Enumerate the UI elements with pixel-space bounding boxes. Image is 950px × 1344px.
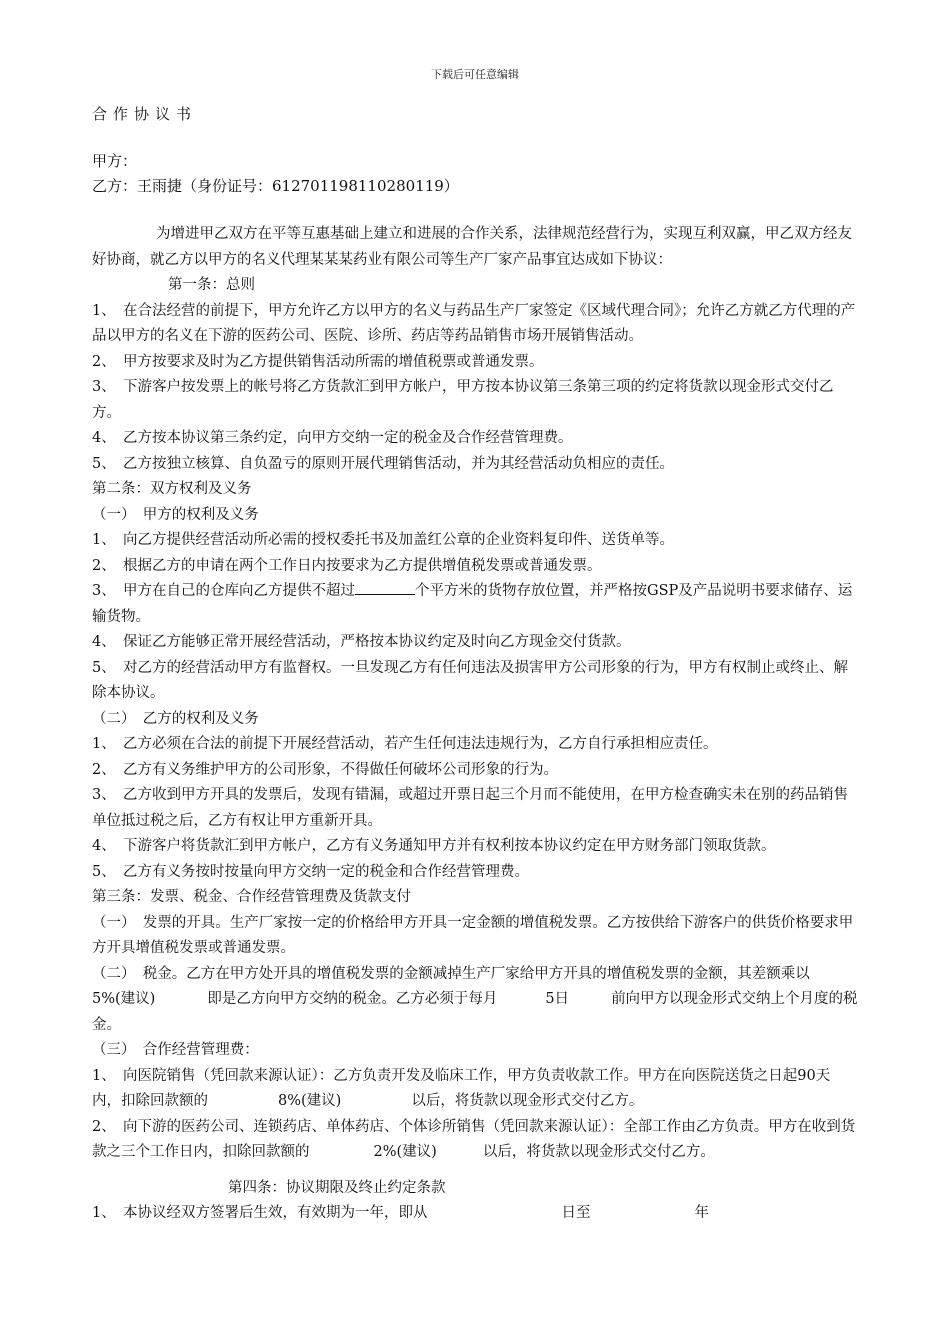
hospital-fee-rate: 8%(建议)	[278, 1093, 342, 1109]
tax-rate: 5%(建议)	[92, 991, 156, 1007]
item32-text-b: 以后，将货款以现金形式交付乙方。	[482, 1144, 715, 1160]
item2-text-a: （二） 税金。乙方在甲方处开具的增值税发票的金额减掉生产厂家给甲方开具的增值税发票的金额，其差额乘以	[92, 965, 810, 982]
article1-item: 1、 在合法经营的前提下，甲方允许乙方以甲方的名义与药品生产厂家签定《区域代理合同》；允许乙方就乙方代理的产品以甲方的名义在下游的医药公司、医院、诊所、药店等药品销售市场开展销售活动。	[92, 302, 856, 344]
article2-sub1-item: 5、 对乙方的经营活动甲方有监督权。一旦发现乙方有任何违法及损害甲方公司形象的行为，甲方有权制止或终止、解除本协议。	[92, 659, 848, 701]
article3-item-3-heading: （三） 合作经营管理费：	[92, 1042, 259, 1058]
article2-sub2-item: 2、 乙方有义务维护甲方的公司形象，不得做任何破坏公司形象的行为。	[92, 761, 558, 778]
article2-sub1-heading: （一） 甲方的权利及义务	[92, 506, 259, 523]
article4-item-1	[92, 1201, 858, 1227]
article3-item-3-1	[92, 1064, 858, 1115]
article3-item-1: （一） 发票的开具。生产厂家按一定的价格给甲方开具一定金额的增值税发票。乙方按供给下游客户的供货价格要求甲方开具增值税发票或普通发票。	[92, 914, 854, 956]
distributor-fee-rate: 2%(建议)	[373, 1144, 437, 1160]
article3-item-2	[92, 962, 858, 1039]
header-note: 下载后可任意编辑	[431, 68, 519, 81]
party-b-line: 乙方：王雨捷（身份证号：612701198110280119）	[92, 177, 459, 195]
article1-item: 5、 乙方按独立核算、自负盈亏的原则开展代理销售活动，并为其经营活动负相应的责任。	[92, 455, 674, 472]
item41-text-b: 日至	[561, 1205, 591, 1221]
party-a-line: 甲方：	[92, 152, 138, 170]
article4-heading: 第四条：协议期限及终止约定条款	[228, 1179, 446, 1196]
article2-sub1-item: 4、 保证乙方能够正常开展经营活动，严格按本协议约定及时向乙方现金交付货款。	[92, 634, 631, 650]
document-title: 合作协议书	[92, 105, 198, 123]
blank-fill-line	[355, 580, 415, 595]
item31-text-b: 以后，将货款以现金形式交付乙方。	[411, 1093, 644, 1109]
article2-sub2-item: 1、 乙方必须在合法的前提下开展经营活动，若产生任何违法违规行为，乙方自行承担相应责任。	[92, 736, 718, 752]
article1-item: 4、 乙方按本协议第三条约定，向甲方交纳一定的税金及合作经营管理费。	[92, 430, 573, 446]
item3-text-b: 个平方米的货物存放位置，并严格按GSP及产品说明书要求储存、运输货物。	[92, 583, 853, 625]
item2-text-c: 前向甲方以现金形式交纳上个月度的税金。	[92, 991, 858, 1033]
item41-text-a: 1、 本协议经双方签署后生效，有效期为一年，即从	[92, 1205, 428, 1221]
item31-text-a: 1、 向医院销售（凭回款来源认证）：乙方负责开发及临床工作，甲方负责收款工作。甲方在向医院送货之日起90天内，扣除回款额的	[92, 1067, 831, 1109]
article2-sub2-item: 5、 乙方有义务按时按量向甲方交纳一定的税金和合作经营管理费。	[92, 863, 529, 880]
article2-heading: 第二条：双方权利及义务	[92, 481, 252, 497]
item2-text-b: 即是乙方向甲方交纳的税金。乙方必须于每月	[207, 991, 498, 1007]
item3-text-a: 3、 甲方在自己的仓库向乙方提供不超过	[92, 583, 355, 599]
article1-item: 3、 下游客户按发票上的帐号将乙方货款汇到甲方帐户，甲方按本协议第三条第三项的约定将货款以现金形式交付乙方。	[92, 379, 834, 421]
payment-day: 5日	[545, 991, 570, 1007]
item41-text-c: 年	[694, 1205, 709, 1221]
contract-body	[92, 222, 858, 1227]
article1-heading: 第一条：总则	[168, 277, 255, 293]
article2-sub1-item-3	[92, 579, 858, 630]
item32-text-a: 2、 向下游的医药公司、连锁药店、单体药店、个体诊所销售（凭回款来源认证）：全部工作由乙方负责。甲方在收到货款之三个工作日内，扣除回款额的	[92, 1118, 856, 1160]
article1-item: 2、 甲方按要求及时为乙方提供销售活动所需的增值税票或普通发票。	[92, 353, 544, 370]
article2-sub1-item: 2、 根据乙方的申请在两个工作日内按要求为乙方提供增值税发票或普通发票。	[92, 557, 602, 574]
article2-sub2-heading: （二） 乙方的权利及义务	[92, 710, 259, 727]
article2-sub1-item: 1、 向乙方提供经营活动所必需的授权委托书及加盖红公章的企业资料复印件、送货单等。	[92, 532, 674, 548]
article3-item-3-2	[92, 1115, 858, 1166]
intro-paragraph: 为增进甲乙双方在平等互惠基础上建立和进展的合作关系，法律规范经营行为，实现互利双赢，甲乙双方经友好协商，就乙方以甲方的名义代理某某某药业有限公司等生产厂家产品事宜达成如下协议：	[92, 226, 852, 268]
article2-sub2-item: 4、 下游客户将货款汇到甲方帐户，乙方有义务通知甲方并有权利按本协议约定在甲方财务部门领取货款。	[92, 838, 776, 854]
article2-sub2-item: 3、 乙方收到甲方开具的发票后，发现有错漏，或超过开票日起三个月而不能使用，在甲方检查确实未在别的药品销售单位抵过税之后，乙方有权让甲方重新开具。	[92, 787, 848, 829]
article3-heading: 第三条：发票、税金、合作经营管理费及货款支付	[92, 889, 411, 905]
